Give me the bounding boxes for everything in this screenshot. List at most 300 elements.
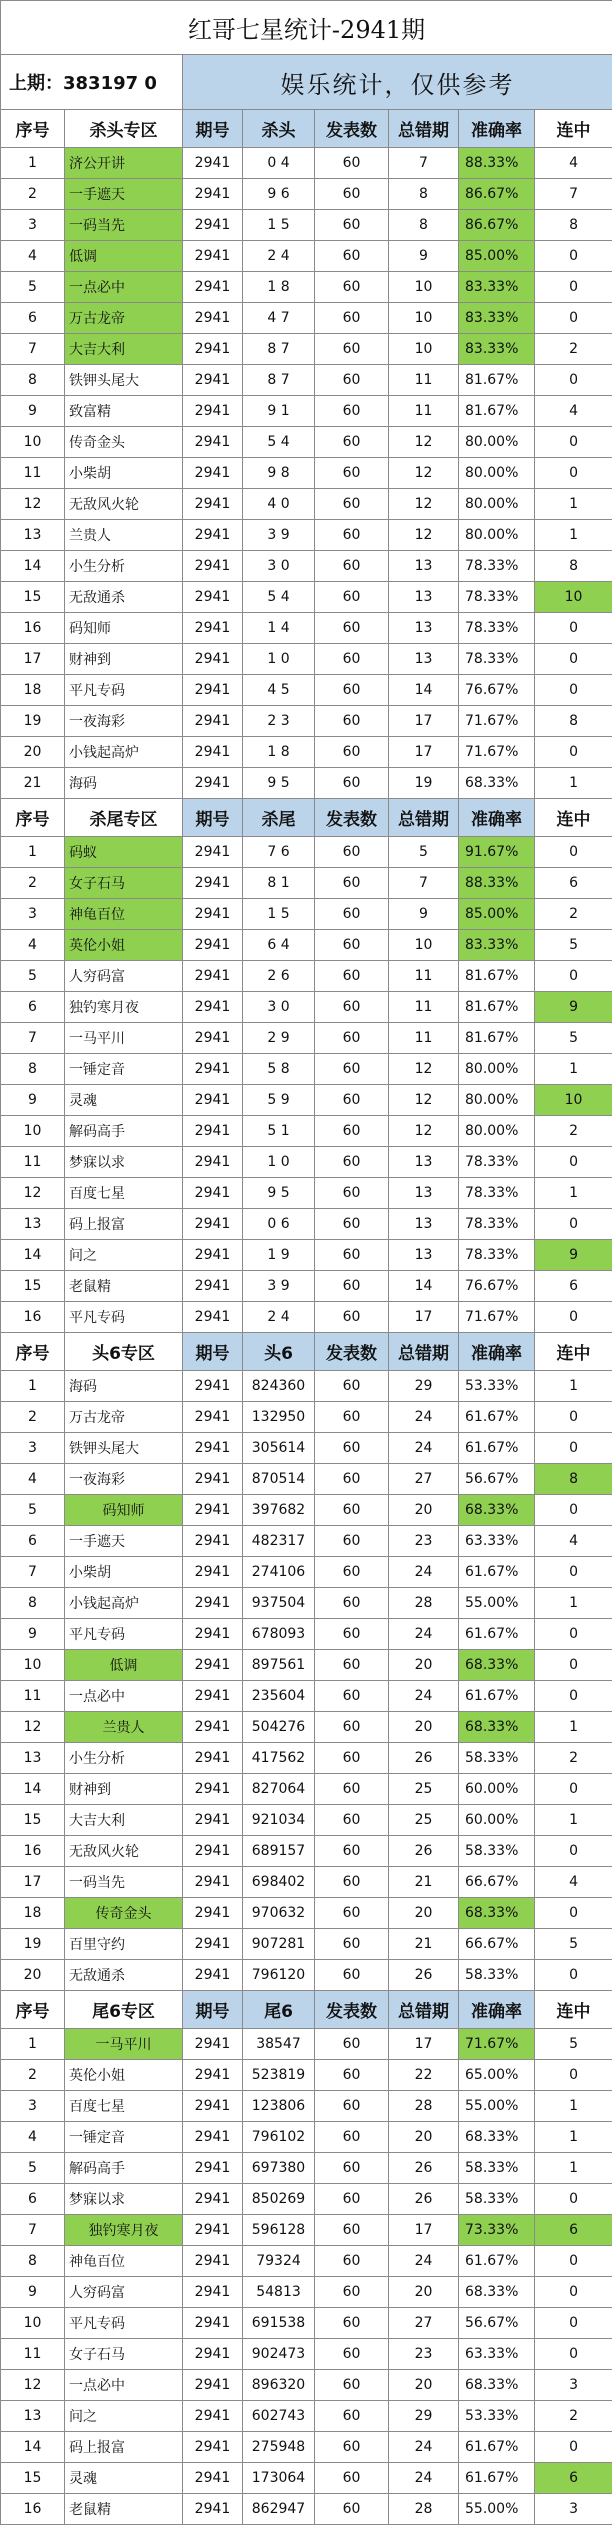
header-accuracy: 准确率	[459, 110, 535, 148]
table-row	[1, 458, 612, 489]
accuracy-rate: 71.67%	[459, 706, 535, 737]
row-number: 20	[1, 1960, 65, 1991]
predicted-value: 827064	[243, 1774, 315, 1805]
predicted-value: 2 9	[243, 1023, 315, 1054]
predicted-value: 1 8	[243, 737, 315, 768]
published-count: 60	[315, 706, 389, 737]
published-count: 60	[315, 210, 389, 241]
published-count: 60	[315, 1712, 389, 1743]
predicted-value: 523819	[243, 2060, 315, 2091]
predicted-value: 1 0	[243, 644, 315, 675]
issue-number: 2941	[183, 1867, 243, 1898]
streak-count: 8	[535, 210, 612, 241]
row-number: 3	[1, 210, 65, 241]
total-error-count: 17	[389, 2215, 459, 2246]
issue-number: 2941	[183, 1495, 243, 1526]
streak-count: 0	[535, 303, 612, 334]
table-row	[1, 1495, 612, 1526]
published-count: 60	[315, 2091, 389, 2122]
predicted-value: 9 5	[243, 768, 315, 799]
issue-number: 2941	[183, 2029, 243, 2060]
streak-count: 5	[535, 2029, 612, 2060]
accuracy-rate: 81.67%	[459, 1023, 535, 1054]
table-row	[1, 1240, 612, 1271]
accuracy-rate: 78.33%	[459, 582, 535, 613]
streak-count: 0	[535, 1433, 612, 1464]
total-error-count: 22	[389, 2060, 459, 2091]
issue-number: 2941	[183, 2246, 243, 2277]
row-number: 17	[1, 644, 65, 675]
row-number: 10	[1, 1650, 65, 1681]
published-count: 60	[315, 613, 389, 644]
streak-count: 0	[535, 1209, 612, 1240]
issue-number: 2941	[183, 396, 243, 427]
accuracy-rate: 80.00%	[459, 427, 535, 458]
forecaster-name: 万古龙帝	[65, 303, 183, 334]
table-row	[1, 675, 612, 706]
predicted-value: 9 8	[243, 458, 315, 489]
total-error-count: 13	[389, 613, 459, 644]
published-count: 60	[315, 899, 389, 930]
row-number: 15	[1, 1805, 65, 1836]
issue-number: 2941	[183, 2494, 243, 2525]
header-streak: 连中	[535, 799, 612, 837]
predicted-value: 9 1	[243, 396, 315, 427]
streak-count: 8	[535, 706, 612, 737]
table-row	[1, 334, 612, 365]
total-error-count: 26	[389, 1960, 459, 1991]
row-number: 10	[1, 1116, 65, 1147]
forecaster-name: 财神到	[65, 1774, 183, 1805]
header-value: 杀尾	[243, 799, 315, 837]
section-header-row	[1, 110, 612, 148]
forecaster-name: 大吉大利	[65, 334, 183, 365]
header-errors: 总错期	[389, 799, 459, 837]
row-number: 11	[1, 458, 65, 489]
predicted-value: 796120	[243, 1960, 315, 1991]
row-number: 13	[1, 2401, 65, 2432]
issue-number: 2941	[183, 458, 243, 489]
issue-number: 2941	[183, 148, 243, 179]
total-error-count: 10	[389, 272, 459, 303]
issue-number: 2941	[183, 2432, 243, 2463]
predicted-value: 2 4	[243, 241, 315, 272]
streak-count: 5	[535, 930, 612, 961]
forecaster-name: 英伦小姐	[65, 2060, 183, 2091]
forecaster-name: 梦寐以求	[65, 2184, 183, 2215]
forecaster-name: 小柴胡	[65, 458, 183, 489]
total-error-count: 12	[389, 427, 459, 458]
row-number: 13	[1, 520, 65, 551]
streak-count: 0	[535, 2184, 612, 2215]
table-row	[1, 899, 612, 930]
accuracy-rate: 68.33%	[459, 768, 535, 799]
header-zone: 杀尾专区	[65, 799, 183, 837]
accuracy-rate: 60.00%	[459, 1805, 535, 1836]
header-no: 序号	[1, 1991, 65, 2029]
predicted-value: 921034	[243, 1805, 315, 1836]
table-row	[1, 2277, 612, 2308]
table-row	[1, 2432, 612, 2463]
forecaster-name: 无敌通杀	[65, 582, 183, 613]
forecaster-name: 一锤定音	[65, 1054, 183, 1085]
total-error-count: 24	[389, 1402, 459, 1433]
published-count: 60	[315, 1743, 389, 1774]
total-error-count: 25	[389, 1805, 459, 1836]
issue-number: 2941	[183, 1805, 243, 1836]
row-number: 9	[1, 1085, 65, 1116]
predicted-value: 4 5	[243, 675, 315, 706]
table-row	[1, 210, 612, 241]
row-number: 5	[1, 1495, 65, 1526]
table-row	[1, 613, 612, 644]
accuracy-rate: 86.67%	[459, 210, 535, 241]
published-count: 60	[315, 768, 389, 799]
total-error-count: 12	[389, 1085, 459, 1116]
accuracy-rate: 76.67%	[459, 1271, 535, 1302]
predicted-value: 2 6	[243, 961, 315, 992]
forecaster-name: 人穷码富	[65, 961, 183, 992]
total-error-count: 11	[389, 1023, 459, 1054]
predicted-value: 1 9	[243, 1240, 315, 1271]
table-row	[1, 489, 612, 520]
issue-number: 2941	[183, 1526, 243, 1557]
total-error-count: 8	[389, 179, 459, 210]
accuracy-rate: 68.33%	[459, 1712, 535, 1743]
accuracy-rate: 68.33%	[459, 2370, 535, 2401]
accuracy-rate: 63.33%	[459, 2339, 535, 2370]
row-number: 16	[1, 1302, 65, 1333]
row-number: 16	[1, 1836, 65, 1867]
issue-number: 2941	[183, 737, 243, 768]
table-row	[1, 2370, 612, 2401]
forecaster-name: 低调	[65, 241, 183, 272]
table-row	[1, 427, 612, 458]
forecaster-name: 平凡专码	[65, 2308, 183, 2339]
streak-count: 0	[535, 427, 612, 458]
header-count: 发表数	[315, 1991, 389, 2029]
issue-number: 2941	[183, 961, 243, 992]
row-number: 9	[1, 1619, 65, 1650]
streak-count: 1	[535, 520, 612, 551]
accuracy-rate: 68.33%	[459, 1898, 535, 1929]
streak-count: 0	[535, 1402, 612, 1433]
accuracy-rate: 73.33%	[459, 2215, 535, 2246]
predicted-value: 5 8	[243, 1054, 315, 1085]
row-number: 12	[1, 2370, 65, 2401]
streak-count: 0	[535, 2060, 612, 2091]
predicted-value: 3 9	[243, 1271, 315, 1302]
row-number: 9	[1, 2277, 65, 2308]
published-count: 60	[315, 365, 389, 396]
predicted-value: 2 4	[243, 1302, 315, 1333]
total-error-count: 28	[389, 1588, 459, 1619]
table-row	[1, 1116, 612, 1147]
forecaster-name: 一夜海彩	[65, 1464, 183, 1495]
forecaster-name: 一夜海彩	[65, 706, 183, 737]
table-row	[1, 1712, 612, 1743]
forecaster-name: 小生分析	[65, 1743, 183, 1774]
published-count: 60	[315, 1302, 389, 1333]
total-error-count: 23	[389, 1526, 459, 1557]
table-row	[1, 930, 612, 961]
issue-number: 2941	[183, 1712, 243, 1743]
total-error-count: 10	[389, 303, 459, 334]
accuracy-rate: 83.33%	[459, 272, 535, 303]
issue-number: 2941	[183, 2060, 243, 2091]
issue-number: 2941	[183, 1116, 243, 1147]
streak-count: 4	[535, 396, 612, 427]
row-number: 21	[1, 768, 65, 799]
accuracy-rate: 56.67%	[459, 1464, 535, 1495]
row-number: 18	[1, 1898, 65, 1929]
issue-number: 2941	[183, 1557, 243, 1588]
total-error-count: 26	[389, 2153, 459, 2184]
total-error-count: 12	[389, 520, 459, 551]
streak-count: 0	[535, 1898, 612, 1929]
total-error-count: 19	[389, 768, 459, 799]
issue-number: 2941	[183, 1774, 243, 1805]
issue-number: 2941	[183, 210, 243, 241]
table-row	[1, 365, 612, 396]
table-row	[1, 241, 612, 272]
total-error-count: 17	[389, 737, 459, 768]
published-count: 60	[315, 427, 389, 458]
published-count: 60	[315, 992, 389, 1023]
accuracy-rate: 61.67%	[459, 1433, 535, 1464]
total-error-count: 9	[389, 899, 459, 930]
published-count: 60	[315, 1371, 389, 1402]
forecaster-name: 一点必中	[65, 272, 183, 303]
row-number: 12	[1, 1178, 65, 1209]
predicted-value: 678093	[243, 1619, 315, 1650]
accuracy-rate: 80.00%	[459, 489, 535, 520]
forecaster-name: 传奇金头	[65, 427, 183, 458]
forecaster-name: 独钓寒月夜	[65, 2215, 183, 2246]
predicted-value: 3 9	[243, 520, 315, 551]
published-count: 60	[315, 1271, 389, 1302]
header-accuracy: 准确率	[459, 1333, 535, 1371]
published-count: 60	[315, 1805, 389, 1836]
total-error-count: 13	[389, 1209, 459, 1240]
row-number: 4	[1, 930, 65, 961]
row-number: 7	[1, 1557, 65, 1588]
row-number: 12	[1, 1712, 65, 1743]
total-error-count: 5	[389, 837, 459, 868]
issue-number: 2941	[183, 1371, 243, 1402]
streak-count: 4	[535, 1526, 612, 1557]
streak-count: 7	[535, 179, 612, 210]
streak-count: 0	[535, 272, 612, 303]
row-number: 8	[1, 1588, 65, 1619]
streak-count: 0	[535, 737, 612, 768]
row-number: 16	[1, 2494, 65, 2525]
predicted-value: 274106	[243, 1557, 315, 1588]
forecaster-name: 万古龙帝	[65, 1402, 183, 1433]
predicted-value: 132950	[243, 1402, 315, 1433]
published-count: 60	[315, 1178, 389, 1209]
predicted-value: 0 4	[243, 148, 315, 179]
predicted-value: 698402	[243, 1867, 315, 1898]
total-error-count: 26	[389, 1836, 459, 1867]
forecaster-name: 灵魂	[65, 1085, 183, 1116]
predicted-value: 417562	[243, 1743, 315, 1774]
forecaster-name: 无敌通杀	[65, 1960, 183, 1991]
table-row	[1, 2463, 612, 2494]
predicted-value: 9 6	[243, 179, 315, 210]
row-number: 6	[1, 1526, 65, 1557]
row-number: 15	[1, 1271, 65, 1302]
issue-number: 2941	[183, 768, 243, 799]
issue-number: 2941	[183, 1743, 243, 1774]
predicted-value: 4 7	[243, 303, 315, 334]
streak-count: 0	[535, 1619, 612, 1650]
accuracy-rate: 68.33%	[459, 1650, 535, 1681]
row-number: 14	[1, 551, 65, 582]
published-count: 60	[315, 1960, 389, 1991]
table-row	[1, 148, 612, 179]
forecaster-name: 百度七星	[65, 1178, 183, 1209]
accuracy-rate: 80.00%	[459, 458, 535, 489]
accuracy-rate: 71.67%	[459, 737, 535, 768]
accuracy-rate: 83.33%	[459, 334, 535, 365]
forecaster-name: 一马平川	[65, 2029, 183, 2060]
row-number: 6	[1, 303, 65, 334]
total-error-count: 27	[389, 1464, 459, 1495]
issue-number: 2941	[183, 272, 243, 303]
forecaster-name: 英伦小姐	[65, 930, 183, 961]
issue-number: 2941	[183, 1929, 243, 1960]
predicted-value: 8 7	[243, 365, 315, 396]
row-number: 13	[1, 1743, 65, 1774]
streak-count: 0	[535, 2432, 612, 2463]
total-error-count: 24	[389, 1557, 459, 1588]
predicted-value: 824360	[243, 1371, 315, 1402]
total-error-count: 20	[389, 1495, 459, 1526]
issue-number: 2941	[183, 303, 243, 334]
total-error-count: 28	[389, 2494, 459, 2525]
published-count: 60	[315, 1619, 389, 1650]
predicted-value: 1 5	[243, 210, 315, 241]
header-accuracy: 准确率	[459, 1991, 535, 2029]
row-number: 2	[1, 868, 65, 899]
streak-count: 3	[535, 2494, 612, 2525]
row-number: 11	[1, 2339, 65, 2370]
disclaimer-banner: 娱乐统计，仅供参考	[183, 55, 612, 110]
published-count: 60	[315, 2463, 389, 2494]
issue-number: 2941	[183, 930, 243, 961]
table-row	[1, 179, 612, 210]
accuracy-rate: 58.33%	[459, 2153, 535, 2184]
accuracy-rate: 83.33%	[459, 303, 535, 334]
issue-number: 2941	[183, 1240, 243, 1271]
table-row	[1, 1805, 612, 1836]
previous-issue-result: 上期：383197 0	[1, 55, 183, 110]
table-row	[1, 1960, 612, 1991]
row-number: 5	[1, 2153, 65, 2184]
forecaster-name: 解码高手	[65, 1116, 183, 1147]
header-zone: 头6专区	[65, 1333, 183, 1371]
forecaster-name: 梦寐以求	[65, 1147, 183, 1178]
issue-number: 2941	[183, 1302, 243, 1333]
streak-count: 0	[535, 1960, 612, 1991]
forecaster-name: 小生分析	[65, 551, 183, 582]
forecaster-name: 码上报富	[65, 1209, 183, 1240]
forecaster-name: 无敌风火轮	[65, 489, 183, 520]
total-error-count: 7	[389, 148, 459, 179]
table-row	[1, 2401, 612, 2432]
predicted-value: 5 4	[243, 582, 315, 613]
published-count: 60	[315, 1464, 389, 1495]
published-count: 60	[315, 2122, 389, 2153]
forecaster-name: 问之	[65, 1240, 183, 1271]
published-count: 60	[315, 520, 389, 551]
predicted-value: 937504	[243, 1588, 315, 1619]
published-count: 60	[315, 1650, 389, 1681]
table-row	[1, 961, 612, 992]
table-row	[1, 1774, 612, 1805]
accuracy-rate: 66.67%	[459, 1929, 535, 1960]
streak-count: 0	[535, 644, 612, 675]
row-number: 3	[1, 2091, 65, 2122]
row-number: 1	[1, 2029, 65, 2060]
accuracy-rate: 53.33%	[459, 2401, 535, 2432]
issue-number: 2941	[183, 1836, 243, 1867]
table-row	[1, 1867, 612, 1898]
predicted-value: 9 5	[243, 1178, 315, 1209]
row-number: 2	[1, 179, 65, 210]
table-row	[1, 2339, 612, 2370]
published-count: 60	[315, 675, 389, 706]
row-number: 7	[1, 2215, 65, 2246]
published-count: 60	[315, 1147, 389, 1178]
published-count: 60	[315, 1898, 389, 1929]
total-error-count: 8	[389, 210, 459, 241]
published-count: 60	[315, 1209, 389, 1240]
header-streak: 连中	[535, 1991, 612, 2029]
row-number: 7	[1, 1023, 65, 1054]
published-count: 60	[315, 303, 389, 334]
issue-number: 2941	[183, 1898, 243, 1929]
published-count: 60	[315, 2494, 389, 2525]
header-streak: 连中	[535, 1333, 612, 1371]
published-count: 60	[315, 1867, 389, 1898]
published-count: 60	[315, 1433, 389, 1464]
predicted-value: 1 8	[243, 272, 315, 303]
total-error-count: 12	[389, 1054, 459, 1085]
streak-count: 0	[535, 1147, 612, 1178]
published-count: 60	[315, 2370, 389, 2401]
issue-number: 2941	[183, 1960, 243, 1991]
total-error-count: 7	[389, 868, 459, 899]
streak-count: 1	[535, 1805, 612, 1836]
published-count: 60	[315, 1526, 389, 1557]
forecaster-name: 小柴胡	[65, 1557, 183, 1588]
total-error-count: 24	[389, 2432, 459, 2463]
table-row	[1, 1433, 612, 1464]
header-no: 序号	[1, 799, 65, 837]
forecaster-name: 兰贵人	[65, 1712, 183, 1743]
streak-count: 1	[535, 1588, 612, 1619]
streak-count: 0	[535, 2308, 612, 2339]
forecaster-name: 海码	[65, 1371, 183, 1402]
streak-count: 5	[535, 1023, 612, 1054]
accuracy-rate: 61.67%	[459, 2463, 535, 2494]
forecaster-name: 独钓寒月夜	[65, 992, 183, 1023]
issue-number: 2941	[183, 1054, 243, 1085]
table-row	[1, 2215, 612, 2246]
header-errors: 总错期	[389, 110, 459, 148]
